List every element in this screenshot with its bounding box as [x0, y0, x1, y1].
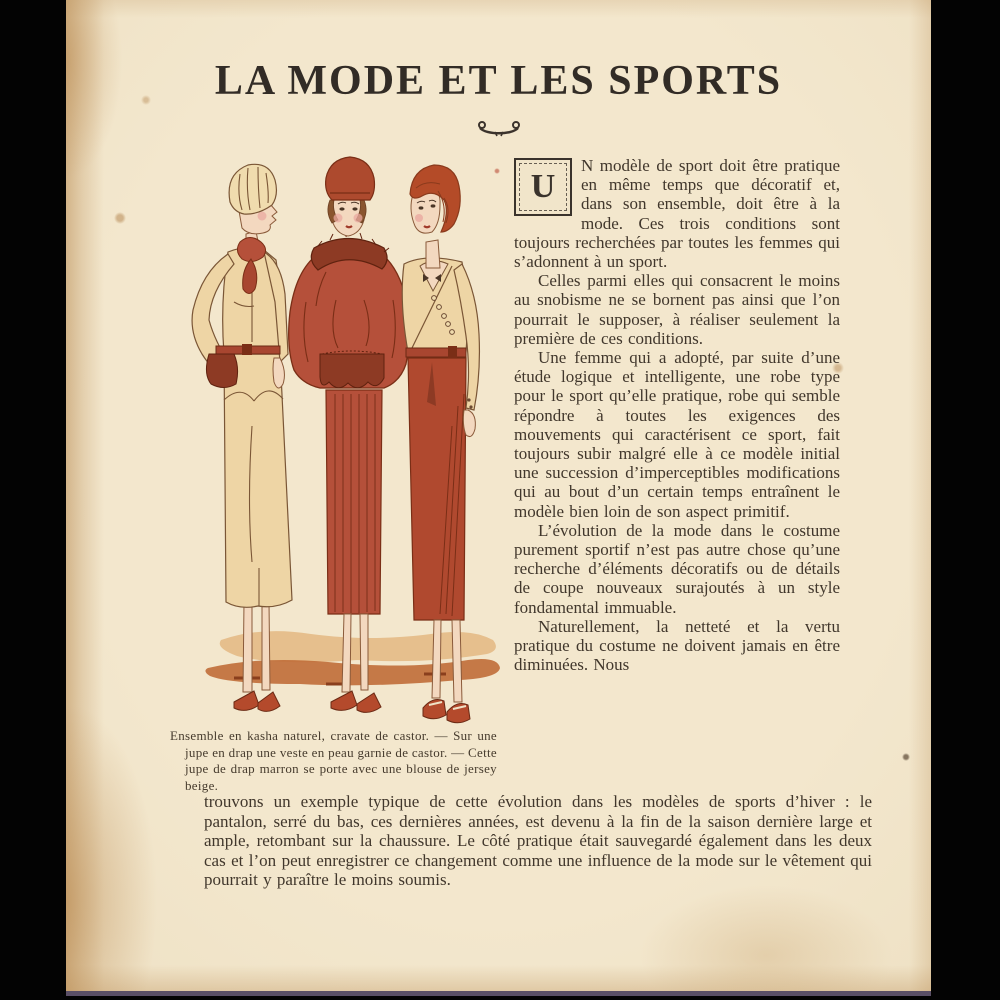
swag-ornament-icon: [66, 119, 931, 144]
paragraph-4: L’évolution de la mode dans le costume purement sportif n’est pas autre chose qu’une recherche d’éléments décoratifs ou de détails de coupe nouveaux surajoutés à un style fondamental immuable.: [514, 520, 840, 617]
article-full-width-continuation: trouvons un exemple typique de cette évolution dans les modèles de sports d’hiver : le pantalon, serré du bas, ces dernières années, est devenu à la fin de la saison dernière large et ample, retombant sur la chaussure. Le côté pratique était sauvegardé également dans les deux cas et l’on peut enregistrer ce changement comme une influence de la mode sur le vêtement qui pourrait y paraître le moins soumis.: [204, 792, 872, 890]
fashion-illustration: [126, 150, 506, 740]
article-right-column: [514, 156, 840, 674]
drop-cap: U: [514, 158, 572, 216]
paragraph-2: Celles parmi elles qui consacrent le moins au snobisme ne se bornent pas ainsi que l’on pourrait le supposer, à réaliser seulement la première de ces conditions.: [514, 271, 840, 348]
paragraph-5: Naturellement, la netteté et la vertu pratique du costume ne doivent jamais en être diminuées. Nous: [514, 616, 840, 675]
illustration-caption: Ensemble en kasha naturel, cravate de castor. — Sur une jupe en drap une veste en peau garnie de castor. — Cette jupe de drap marron se porte avec une blouse de jersey beige.: [170, 728, 497, 793]
figure-woman-cream-ensemble: [192, 164, 292, 711]
paragraph-3: Une femme qui a adopté, par suite d’une étude logique et intelligente, une robe type pour le sport qu’elle pratique, robe qui semble répondre à toutes les exigences des mouvements qui caractérisent ce sport, fait toujours subir malgré elle à ce modèle initial une succession d’imperceptibles modifications qui au bout d’un certain temps entraînent le modèle bien loin de son aspect primitif.: [514, 348, 840, 521]
figure-woman-rust-coat: [289, 157, 409, 712]
paragraph-1: [514, 156, 840, 271]
page-title: LA MODE ET LES SPORTS: [214, 58, 783, 104]
paragraph-1-text: N modèle de sport doit être pratique en même temps que décoratif et, dans son ensemble, doit être à la mode. Ces trois conditions sont toujours recherchées par toutes les femmes qui s’adonnent à un sport.: [514, 156, 840, 272]
magazine-page: [66, 0, 931, 996]
